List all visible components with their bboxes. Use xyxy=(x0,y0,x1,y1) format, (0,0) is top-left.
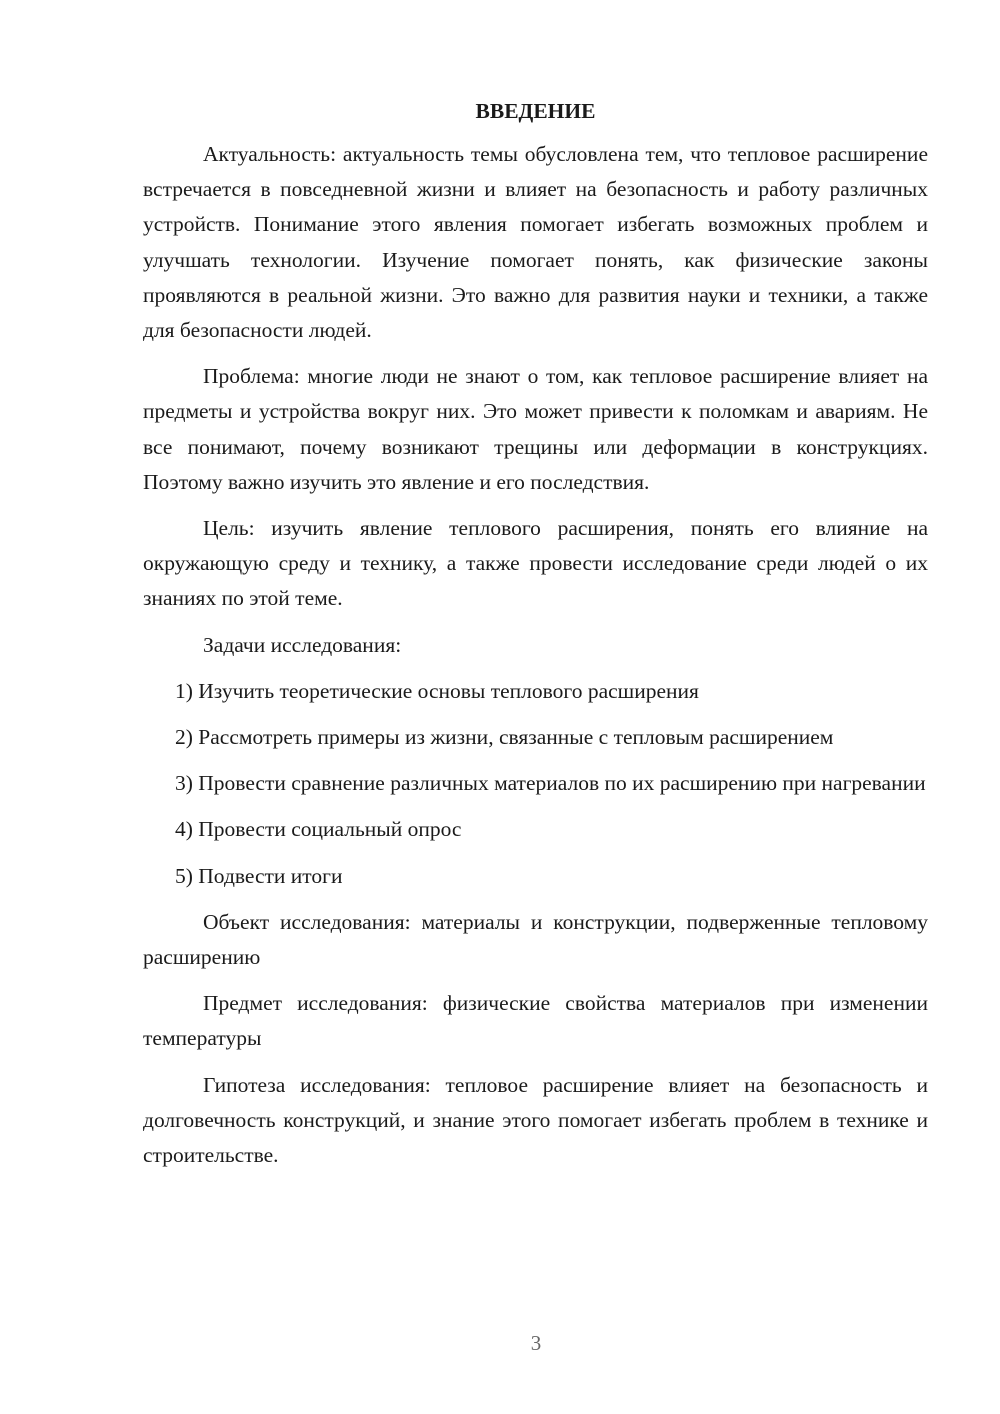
paragraph-relevance: Актуальность: актуальность темы обусловлена тем, что тепловое расширение встречается в повседневной жизни и влияет на безопасность и работу различных устройств. Понимание этого явления помогает избегать возможных проблем и улучшать технологии. Изучение помогает понять, как физические законы проявляются в реальной жизни. Это важно для развития науки и техники, а также для безопасности людей. xyxy=(143,142,928,343)
document-body xyxy=(143,94,928,1173)
paragraph-subject: Предмет исследования: физические свойства материалов при изменении температуры xyxy=(143,991,928,1051)
task-item-1: 1) Изучить теоретические основы теплового расширения xyxy=(175,678,699,703)
tasks-heading: Задачи исследования: xyxy=(203,632,402,657)
paragraph-object: Объект исследования: материалы и конструкции, подверженные тепловому расширению xyxy=(143,909,928,970)
section-title: ВВЕДЕНИЕ xyxy=(475,99,596,123)
task-item-4: 4) Провести социальный опрос xyxy=(175,817,462,842)
paragraph-hypothesis: Гипотеза исследования: тепловое расширение влияет на безопасность и долговечность конструкций, и знание этого помогает избегать проблем в технике и строительстве. xyxy=(143,1072,928,1168)
paragraph-problem: Проблема: многие люди не знают о том, как тепловое расширение влияет на предметы и устройства вокруг них. Это может привести к поломкам и авариям. Не все понимают, почему возникают трещины или деформации в конструкциях. Поэтому важно изучить это явление и его последствия. xyxy=(143,364,928,494)
page-number: 3 xyxy=(530,1331,542,1355)
task-item-5: 5) Подвести итоги xyxy=(175,863,343,888)
task-item-2: 2) Рассмотреть примеры из жизни, связанные с тепловым расширением xyxy=(175,725,834,750)
task-item-3: 3) Провести сравнение различных материалов по их расширению при нагревании xyxy=(175,771,926,796)
paragraph-goal: Цель: изучить явление теплового расширения, понять его влияние на окружающую среду и технику, а также провести исследование среди людей о их знаниях по этой теме. xyxy=(143,516,928,611)
